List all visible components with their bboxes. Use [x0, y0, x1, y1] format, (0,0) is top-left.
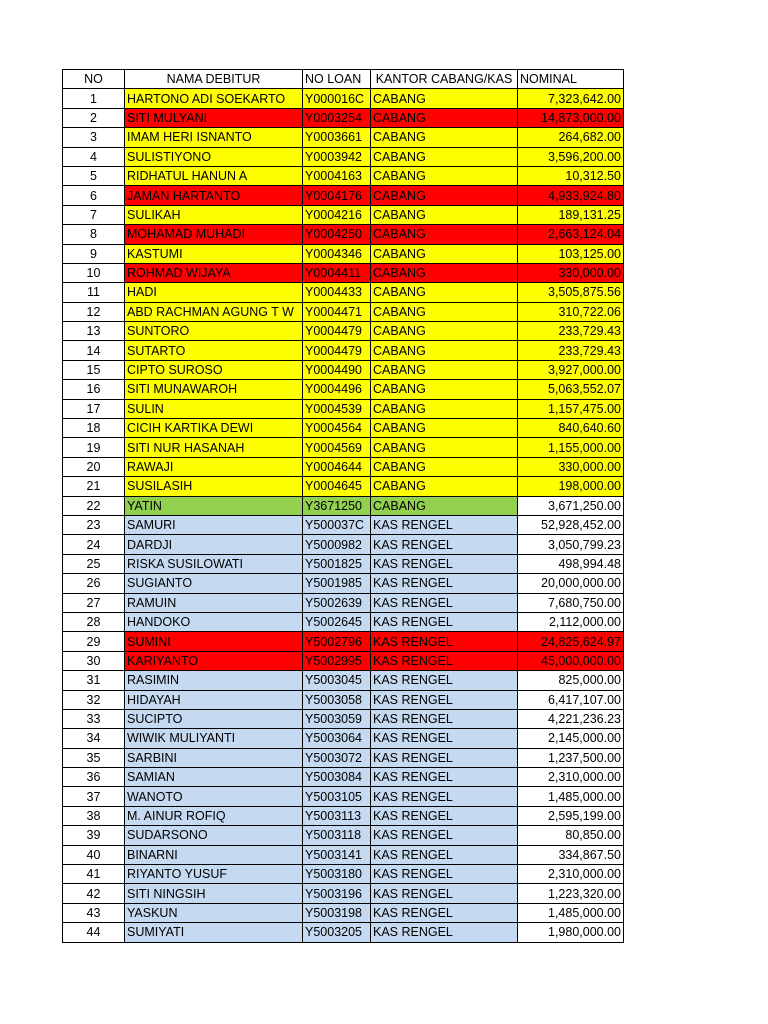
cell-no-loan[interactable]: Y0004645 — [303, 477, 371, 496]
table-row — [63, 457, 624, 476]
cell-nama-debitur[interactable]: DARDJI — [125, 535, 303, 554]
cell-nama-debitur[interactable]: RIYANTO YUSUF — [125, 865, 303, 884]
table-row — [63, 419, 624, 438]
cell-no[interactable]: 44 — [63, 923, 125, 942]
table-row — [63, 787, 624, 806]
cell-nama-debitur[interactable]: SUMIYATI — [125, 923, 303, 942]
cell-nominal[interactable]: 7,680,750.00 — [518, 593, 624, 612]
cell-nominal[interactable]: 80,850.00 — [518, 826, 624, 845]
cell-no-loan[interactable]: Y0004496 — [303, 380, 371, 399]
cell-kantor[interactable]: CABANG — [371, 166, 518, 185]
cell-nominal[interactable]: 3,050,799.23 — [518, 535, 624, 554]
cell-no-loan[interactable]: Y0003942 — [303, 147, 371, 166]
cell-kantor[interactable]: CABANG — [371, 341, 518, 360]
cell-no[interactable]: 31 — [63, 671, 125, 690]
cell-nominal[interactable]: 5,063,552.07 — [518, 380, 624, 399]
table-row — [63, 438, 624, 457]
cell-no-loan[interactable]: Y0004346 — [303, 244, 371, 263]
cell-nama-debitur[interactable]: RAWAJI — [125, 457, 303, 476]
cell-no-loan[interactable]: Y0004471 — [303, 302, 371, 321]
cell-nama-debitur[interactable]: WANOTO — [125, 787, 303, 806]
cell-nominal[interactable]: 103,125.00 — [518, 244, 624, 263]
table-row — [63, 671, 624, 690]
cell-nominal[interactable]: 24,825,624.97 — [518, 632, 624, 651]
cell-kantor[interactable]: KAS RENGEL — [371, 826, 518, 845]
cell-no[interactable]: 18 — [63, 419, 125, 438]
cell-no[interactable]: 22 — [63, 496, 125, 515]
cell-no-loan[interactable]: Y5003084 — [303, 768, 371, 787]
table-row — [63, 341, 624, 360]
table-row — [63, 709, 624, 728]
cell-nominal[interactable]: 1,485,000.00 — [518, 787, 624, 806]
cell-kantor[interactable]: KAS RENGEL — [371, 865, 518, 884]
cell-nama-debitur[interactable]: SITI MULYANI — [125, 108, 303, 127]
cell-kantor[interactable]: CABANG — [371, 322, 518, 341]
cell-no-loan[interactable]: Y5003113 — [303, 806, 371, 825]
cell-no[interactable]: 37 — [63, 787, 125, 806]
table-row — [63, 147, 624, 166]
cell-nominal[interactable]: 264,682.00 — [518, 128, 624, 147]
cell-kantor[interactable]: CABANG — [371, 205, 518, 224]
cell-kantor[interactable]: CABANG — [371, 128, 518, 147]
table-row — [63, 612, 624, 631]
cell-no[interactable]: 13 — [63, 322, 125, 341]
table-row — [63, 302, 624, 321]
cell-nominal[interactable]: 189,131.25 — [518, 205, 624, 224]
cell-kantor[interactable]: KAS RENGEL — [371, 632, 518, 651]
header-no[interactable]: NO — [63, 70, 125, 89]
cell-nominal[interactable]: 1,157,475.00 — [518, 399, 624, 418]
cell-no[interactable]: 7 — [63, 205, 125, 224]
cell-no-loan[interactable]: Y5001825 — [303, 554, 371, 573]
cell-no[interactable]: 28 — [63, 612, 125, 631]
cell-no-loan[interactable]: Y0004569 — [303, 438, 371, 457]
cell-no-loan[interactable]: Y0004411 — [303, 263, 371, 282]
cell-no-loan[interactable]: Y5002796 — [303, 632, 371, 651]
cell-nama-debitur[interactable]: SUNTORO — [125, 322, 303, 341]
table-row — [63, 496, 624, 515]
cell-kantor[interactable]: KAS RENGEL — [371, 729, 518, 748]
cell-nominal[interactable]: 825,000.00 — [518, 671, 624, 690]
cell-no[interactable]: 42 — [63, 884, 125, 903]
table-row — [63, 903, 624, 922]
cell-nama-debitur[interactable]: RAMUIN — [125, 593, 303, 612]
cell-no-loan[interactable]: Y5002645 — [303, 612, 371, 631]
table-row — [63, 554, 624, 573]
cell-nama-debitur[interactable]: SAMIAN — [125, 768, 303, 787]
cell-kantor[interactable]: CABANG — [371, 380, 518, 399]
header-row — [63, 70, 624, 89]
cell-no-loan[interactable]: Y0004216 — [303, 205, 371, 224]
cell-nominal[interactable]: 1,223,320.00 — [518, 884, 624, 903]
cell-no[interactable]: 34 — [63, 729, 125, 748]
table-row — [63, 806, 624, 825]
cell-kantor[interactable]: CABANG — [371, 477, 518, 496]
cell-nama-debitur[interactable]: SUDARSONO — [125, 826, 303, 845]
cell-nama-debitur[interactable]: IMAM HERI ISNANTO — [125, 128, 303, 147]
cell-nama-debitur[interactable]: SUSILASIH — [125, 477, 303, 496]
cell-kantor[interactable]: CABANG — [371, 244, 518, 263]
cell-nama-debitur[interactable]: CIPTO SUROSO — [125, 360, 303, 379]
cell-no-loan[interactable]: Y0004564 — [303, 419, 371, 438]
cell-nama-debitur[interactable]: M. AINUR ROFIQ — [125, 806, 303, 825]
cell-nominal[interactable]: 7,323,642.00 — [518, 89, 624, 108]
cell-nominal[interactable]: 198,000.00 — [518, 477, 624, 496]
cell-nominal[interactable]: 2,145,000.00 — [518, 729, 624, 748]
cell-no[interactable]: 27 — [63, 593, 125, 612]
cell-no-loan[interactable]: Y0004433 — [303, 283, 371, 302]
table-row — [63, 360, 624, 379]
cell-no-loan[interactable]: Y5002995 — [303, 651, 371, 670]
cell-nominal[interactable]: 1,155,000.00 — [518, 438, 624, 457]
table-row — [63, 535, 624, 554]
cell-nama-debitur[interactable]: HARTONO ADI SOEKARTO — [125, 89, 303, 108]
cell-no[interactable]: 20 — [63, 457, 125, 476]
cell-no[interactable]: 39 — [63, 826, 125, 845]
table-row — [63, 632, 624, 651]
cell-kantor[interactable]: KAS RENGEL — [371, 690, 518, 709]
header-kantor-cabang-kas[interactable]: KANTOR CABANG/KAS — [371, 70, 518, 89]
cell-nominal[interactable]: 3,671,250.00 — [518, 496, 624, 515]
cell-kantor[interactable]: KAS RENGEL — [371, 671, 518, 690]
cell-nama-debitur[interactable]: ROHMAD WIJAYA — [125, 263, 303, 282]
cell-no-loan[interactable]: Y0004250 — [303, 225, 371, 244]
cell-nominal[interactable]: 840,640.60 — [518, 419, 624, 438]
cell-nama-debitur[interactable]: YATIN — [125, 496, 303, 515]
cell-nama-debitur[interactable]: YASKUN — [125, 903, 303, 922]
cell-nama-debitur[interactable]: RISKA SUSILOWATI — [125, 554, 303, 573]
table-row — [63, 225, 624, 244]
cell-no[interactable]: 11 — [63, 283, 125, 302]
cell-no-loan[interactable]: Y5000982 — [303, 535, 371, 554]
table-row — [63, 186, 624, 205]
cell-kantor[interactable]: KAS RENGEL — [371, 923, 518, 942]
cell-nama-debitur[interactable]: CICIH KARTIKA DEWI — [125, 419, 303, 438]
cell-nominal[interactable]: 330,000.00 — [518, 263, 624, 282]
cell-nominal[interactable]: 14,873,000.00 — [518, 108, 624, 127]
cell-nominal[interactable]: 2,112,000.00 — [518, 612, 624, 631]
cell-nominal[interactable]: 45,000,000.00 — [518, 651, 624, 670]
cell-nama-debitur[interactable]: SULIN — [125, 399, 303, 418]
cell-nominal[interactable]: 10,312.50 — [518, 166, 624, 185]
table-row — [63, 399, 624, 418]
cell-nominal[interactable]: 1,237,500.00 — [518, 748, 624, 767]
cell-nominal[interactable]: 2,310,000.00 — [518, 768, 624, 787]
table-row — [63, 845, 624, 864]
cell-kantor[interactable]: KAS RENGEL — [371, 903, 518, 922]
table-row — [63, 729, 624, 748]
cell-kantor[interactable]: CABANG — [371, 186, 518, 205]
cell-nominal[interactable]: 310,722.06 — [518, 302, 624, 321]
cell-kantor[interactable]: CABANG — [371, 283, 518, 302]
cell-no[interactable]: 29 — [63, 632, 125, 651]
cell-nominal[interactable]: 2,595,199.00 — [518, 806, 624, 825]
cell-no[interactable]: 26 — [63, 574, 125, 593]
cell-no-loan[interactable]: Y0003661 — [303, 128, 371, 147]
cell-no[interactable]: 9 — [63, 244, 125, 263]
cell-nominal[interactable]: 3,505,875.56 — [518, 283, 624, 302]
table-row — [63, 593, 624, 612]
cell-kantor[interactable]: KAS RENGEL — [371, 787, 518, 806]
cell-no[interactable]: 14 — [63, 341, 125, 360]
cell-no-loan[interactable]: Y5003180 — [303, 865, 371, 884]
cell-no-loan[interactable]: Y5003141 — [303, 845, 371, 864]
cell-no-loan[interactable]: Y0004490 — [303, 360, 371, 379]
cell-no-loan[interactable]: Y5003196 — [303, 884, 371, 903]
cell-no[interactable]: 43 — [63, 903, 125, 922]
table-row — [63, 768, 624, 787]
cell-no-loan[interactable]: Y5003072 — [303, 748, 371, 767]
cell-nama-debitur[interactable]: SITI MUNAWAROH — [125, 380, 303, 399]
cell-nominal[interactable]: 4,933,924.80 — [518, 186, 624, 205]
cell-no-loan[interactable]: Y5003118 — [303, 826, 371, 845]
cell-kantor[interactable]: CABANG — [371, 263, 518, 282]
cell-no[interactable]: 24 — [63, 535, 125, 554]
table-body — [63, 89, 624, 942]
table-row — [63, 89, 624, 108]
cell-no[interactable]: 35 — [63, 748, 125, 767]
table-row — [63, 574, 624, 593]
cell-kantor[interactable]: CABANG — [371, 438, 518, 457]
cell-kantor[interactable]: CABANG — [371, 419, 518, 438]
cell-no[interactable]: 2 — [63, 108, 125, 127]
cell-no[interactable]: 4 — [63, 147, 125, 166]
cell-no[interactable]: 40 — [63, 845, 125, 864]
table-row — [63, 128, 624, 147]
cell-kantor[interactable]: CABANG — [371, 399, 518, 418]
cell-nominal[interactable]: 3,927,000.00 — [518, 360, 624, 379]
cell-kantor[interactable]: KAS RENGEL — [371, 515, 518, 534]
table-row — [63, 108, 624, 127]
cell-nominal[interactable]: 1,485,000.00 — [518, 903, 624, 922]
cell-no-loan[interactable]: Y0003254 — [303, 108, 371, 127]
cell-kantor[interactable]: KAS RENGEL — [371, 554, 518, 573]
cell-nominal[interactable]: 330,000.00 — [518, 457, 624, 476]
cell-kantor[interactable]: CABANG — [371, 89, 518, 108]
cell-kantor[interactable]: KAS RENGEL — [371, 845, 518, 864]
cell-no[interactable]: 38 — [63, 806, 125, 825]
cell-no[interactable]: 10 — [63, 263, 125, 282]
cell-nama-debitur[interactable]: SAMURI — [125, 515, 303, 534]
cell-nama-debitur[interactable]: SULISTIYONO — [125, 147, 303, 166]
cell-kantor[interactable]: KAS RENGEL — [371, 574, 518, 593]
header-no-loan[interactable]: NO LOAN — [303, 70, 371, 89]
table-row — [63, 826, 624, 845]
cell-no-loan[interactable]: Y5003058 — [303, 690, 371, 709]
cell-kantor[interactable]: KAS RENGEL — [371, 884, 518, 903]
cell-no[interactable]: 5 — [63, 166, 125, 185]
cell-nominal[interactable]: 3,596,200.00 — [518, 147, 624, 166]
cell-no-loan[interactable]: Y0004644 — [303, 457, 371, 476]
table-row — [63, 263, 624, 282]
cell-kantor[interactable]: KAS RENGEL — [371, 748, 518, 767]
cell-kantor[interactable]: KAS RENGEL — [371, 806, 518, 825]
cell-nama-debitur[interactable]: WIWIK MULIYANTI — [125, 729, 303, 748]
table-row — [63, 884, 624, 903]
cell-no-loan[interactable]: Y3671250 — [303, 496, 371, 515]
cell-kantor[interactable]: KAS RENGEL — [371, 651, 518, 670]
cell-no-loan[interactable]: Y0004479 — [303, 341, 371, 360]
cell-nominal[interactable]: 233,729.43 — [518, 322, 624, 341]
cell-no[interactable]: 1 — [63, 89, 125, 108]
cell-kantor[interactable]: CABANG — [371, 457, 518, 476]
cell-nama-debitur[interactable]: MOHAMAD MUHADI — [125, 225, 303, 244]
cell-nama-debitur[interactable]: SUGIANTO — [125, 574, 303, 593]
cell-no[interactable]: 19 — [63, 438, 125, 457]
table-row — [63, 690, 624, 709]
cell-kantor[interactable]: KAS RENGEL — [371, 709, 518, 728]
table-row — [63, 283, 624, 302]
cell-no[interactable]: 23 — [63, 515, 125, 534]
table-row — [63, 748, 624, 767]
cell-nama-debitur[interactable]: HIDAYAH — [125, 690, 303, 709]
cell-no[interactable]: 33 — [63, 709, 125, 728]
cell-nominal[interactable]: 233,729.43 — [518, 341, 624, 360]
cell-nama-debitur[interactable]: SITI NINGSIH — [125, 884, 303, 903]
cell-nama-debitur[interactable]: BINARNI — [125, 845, 303, 864]
table-row — [63, 244, 624, 263]
cell-nominal[interactable]: 6,417,107.00 — [518, 690, 624, 709]
cell-kantor[interactable]: CABANG — [371, 108, 518, 127]
cell-no[interactable]: 21 — [63, 477, 125, 496]
cell-nominal[interactable]: 1,980,000.00 — [518, 923, 624, 942]
cell-nominal[interactable]: 4,221,236.23 — [518, 709, 624, 728]
cell-kantor[interactable]: CABANG — [371, 225, 518, 244]
cell-nama-debitur[interactable]: SULIKAH — [125, 205, 303, 224]
table-header — [63, 70, 624, 89]
cell-no[interactable]: 41 — [63, 865, 125, 884]
cell-nama-debitur[interactable]: RASIMIN — [125, 671, 303, 690]
cell-no-loan[interactable]: Y0004176 — [303, 186, 371, 205]
cell-no[interactable]: 15 — [63, 360, 125, 379]
cell-nama-debitur[interactable]: ABD RACHMAN AGUNG T W — [125, 302, 303, 321]
table-row — [63, 322, 624, 341]
cell-no[interactable]: 12 — [63, 302, 125, 321]
cell-no-loan[interactable]: Y5001985 — [303, 574, 371, 593]
cell-nama-debitur[interactable]: SUMINI — [125, 632, 303, 651]
cell-no-loan[interactable]: Y0004479 — [303, 322, 371, 341]
cell-no[interactable]: 32 — [63, 690, 125, 709]
cell-kantor[interactable]: KAS RENGEL — [371, 768, 518, 787]
cell-kantor[interactable]: KAS RENGEL — [371, 612, 518, 631]
cell-nominal[interactable]: 2,310,000.00 — [518, 865, 624, 884]
table-row — [63, 205, 624, 224]
table-row — [63, 380, 624, 399]
cell-kantor[interactable]: CABANG — [371, 496, 518, 515]
cell-nama-debitur[interactable]: KASTUMI — [125, 244, 303, 263]
header-nominal[interactable]: NOMINAL — [518, 70, 624, 89]
header-nama-debitur[interactable]: NAMA DEBITUR — [125, 70, 303, 89]
cell-nama-debitur[interactable]: RIDHATUL HANUN A — [125, 166, 303, 185]
cell-no-loan[interactable]: Y5003198 — [303, 903, 371, 922]
cell-no[interactable]: 36 — [63, 768, 125, 787]
cell-no-loan[interactable]: Y5003105 — [303, 787, 371, 806]
cell-no[interactable]: 30 — [63, 651, 125, 670]
cell-no-loan[interactable]: Y5003059 — [303, 709, 371, 728]
cell-nominal[interactable]: 498,994.48 — [518, 554, 624, 573]
cell-no[interactable]: 17 — [63, 399, 125, 418]
cell-no-loan[interactable]: Y5002639 — [303, 593, 371, 612]
table-row — [63, 477, 624, 496]
cell-no-loan[interactable]: Y5003064 — [303, 729, 371, 748]
cell-nominal[interactable]: 334,867.50 — [518, 845, 624, 864]
cell-nama-debitur[interactable]: HADI — [125, 283, 303, 302]
table-row — [63, 923, 624, 942]
cell-kantor[interactable]: CABANG — [371, 147, 518, 166]
cell-nama-debitur[interactable]: JAMAN HARTANTO — [125, 186, 303, 205]
table-row — [63, 166, 624, 185]
cell-no-loan[interactable]: Y000016C — [303, 89, 371, 108]
cell-nama-debitur[interactable]: SUCIPTO — [125, 709, 303, 728]
cell-nama-debitur[interactable]: KARIYANTO — [125, 651, 303, 670]
cell-no[interactable]: 16 — [63, 380, 125, 399]
cell-nama-debitur[interactable]: SUTARTO — [125, 341, 303, 360]
cell-kantor[interactable]: KAS RENGEL — [371, 535, 518, 554]
cell-kantor[interactable]: CABANG — [371, 360, 518, 379]
cell-no-loan[interactable]: Y5003205 — [303, 923, 371, 942]
cell-nominal[interactable]: 20,000,000.00 — [518, 574, 624, 593]
debtor-table — [62, 69, 624, 943]
cell-nominal[interactable]: 2,663,124.04 — [518, 225, 624, 244]
cell-no[interactable]: 6 — [63, 186, 125, 205]
table-row — [63, 865, 624, 884]
cell-no[interactable]: 8 — [63, 225, 125, 244]
table-row — [63, 651, 624, 670]
cell-no[interactable]: 25 — [63, 554, 125, 573]
cell-no[interactable]: 3 — [63, 128, 125, 147]
cell-no-loan[interactable]: Y500037C — [303, 515, 371, 534]
table-row — [63, 515, 624, 534]
cell-kantor[interactable]: CABANG — [371, 302, 518, 321]
cell-kantor[interactable]: KAS RENGEL — [371, 593, 518, 612]
cell-no-loan[interactable]: Y0004163 — [303, 166, 371, 185]
cell-no-loan[interactable]: Y0004539 — [303, 399, 371, 418]
cell-nama-debitur[interactable]: HANDOKO — [125, 612, 303, 631]
cell-nama-debitur[interactable]: SARBINI — [125, 748, 303, 767]
cell-nominal[interactable]: 52,928,452.00 — [518, 515, 624, 534]
cell-no-loan[interactable]: Y5003045 — [303, 671, 371, 690]
cell-nama-debitur[interactable]: SITI NUR HASANAH — [125, 438, 303, 457]
